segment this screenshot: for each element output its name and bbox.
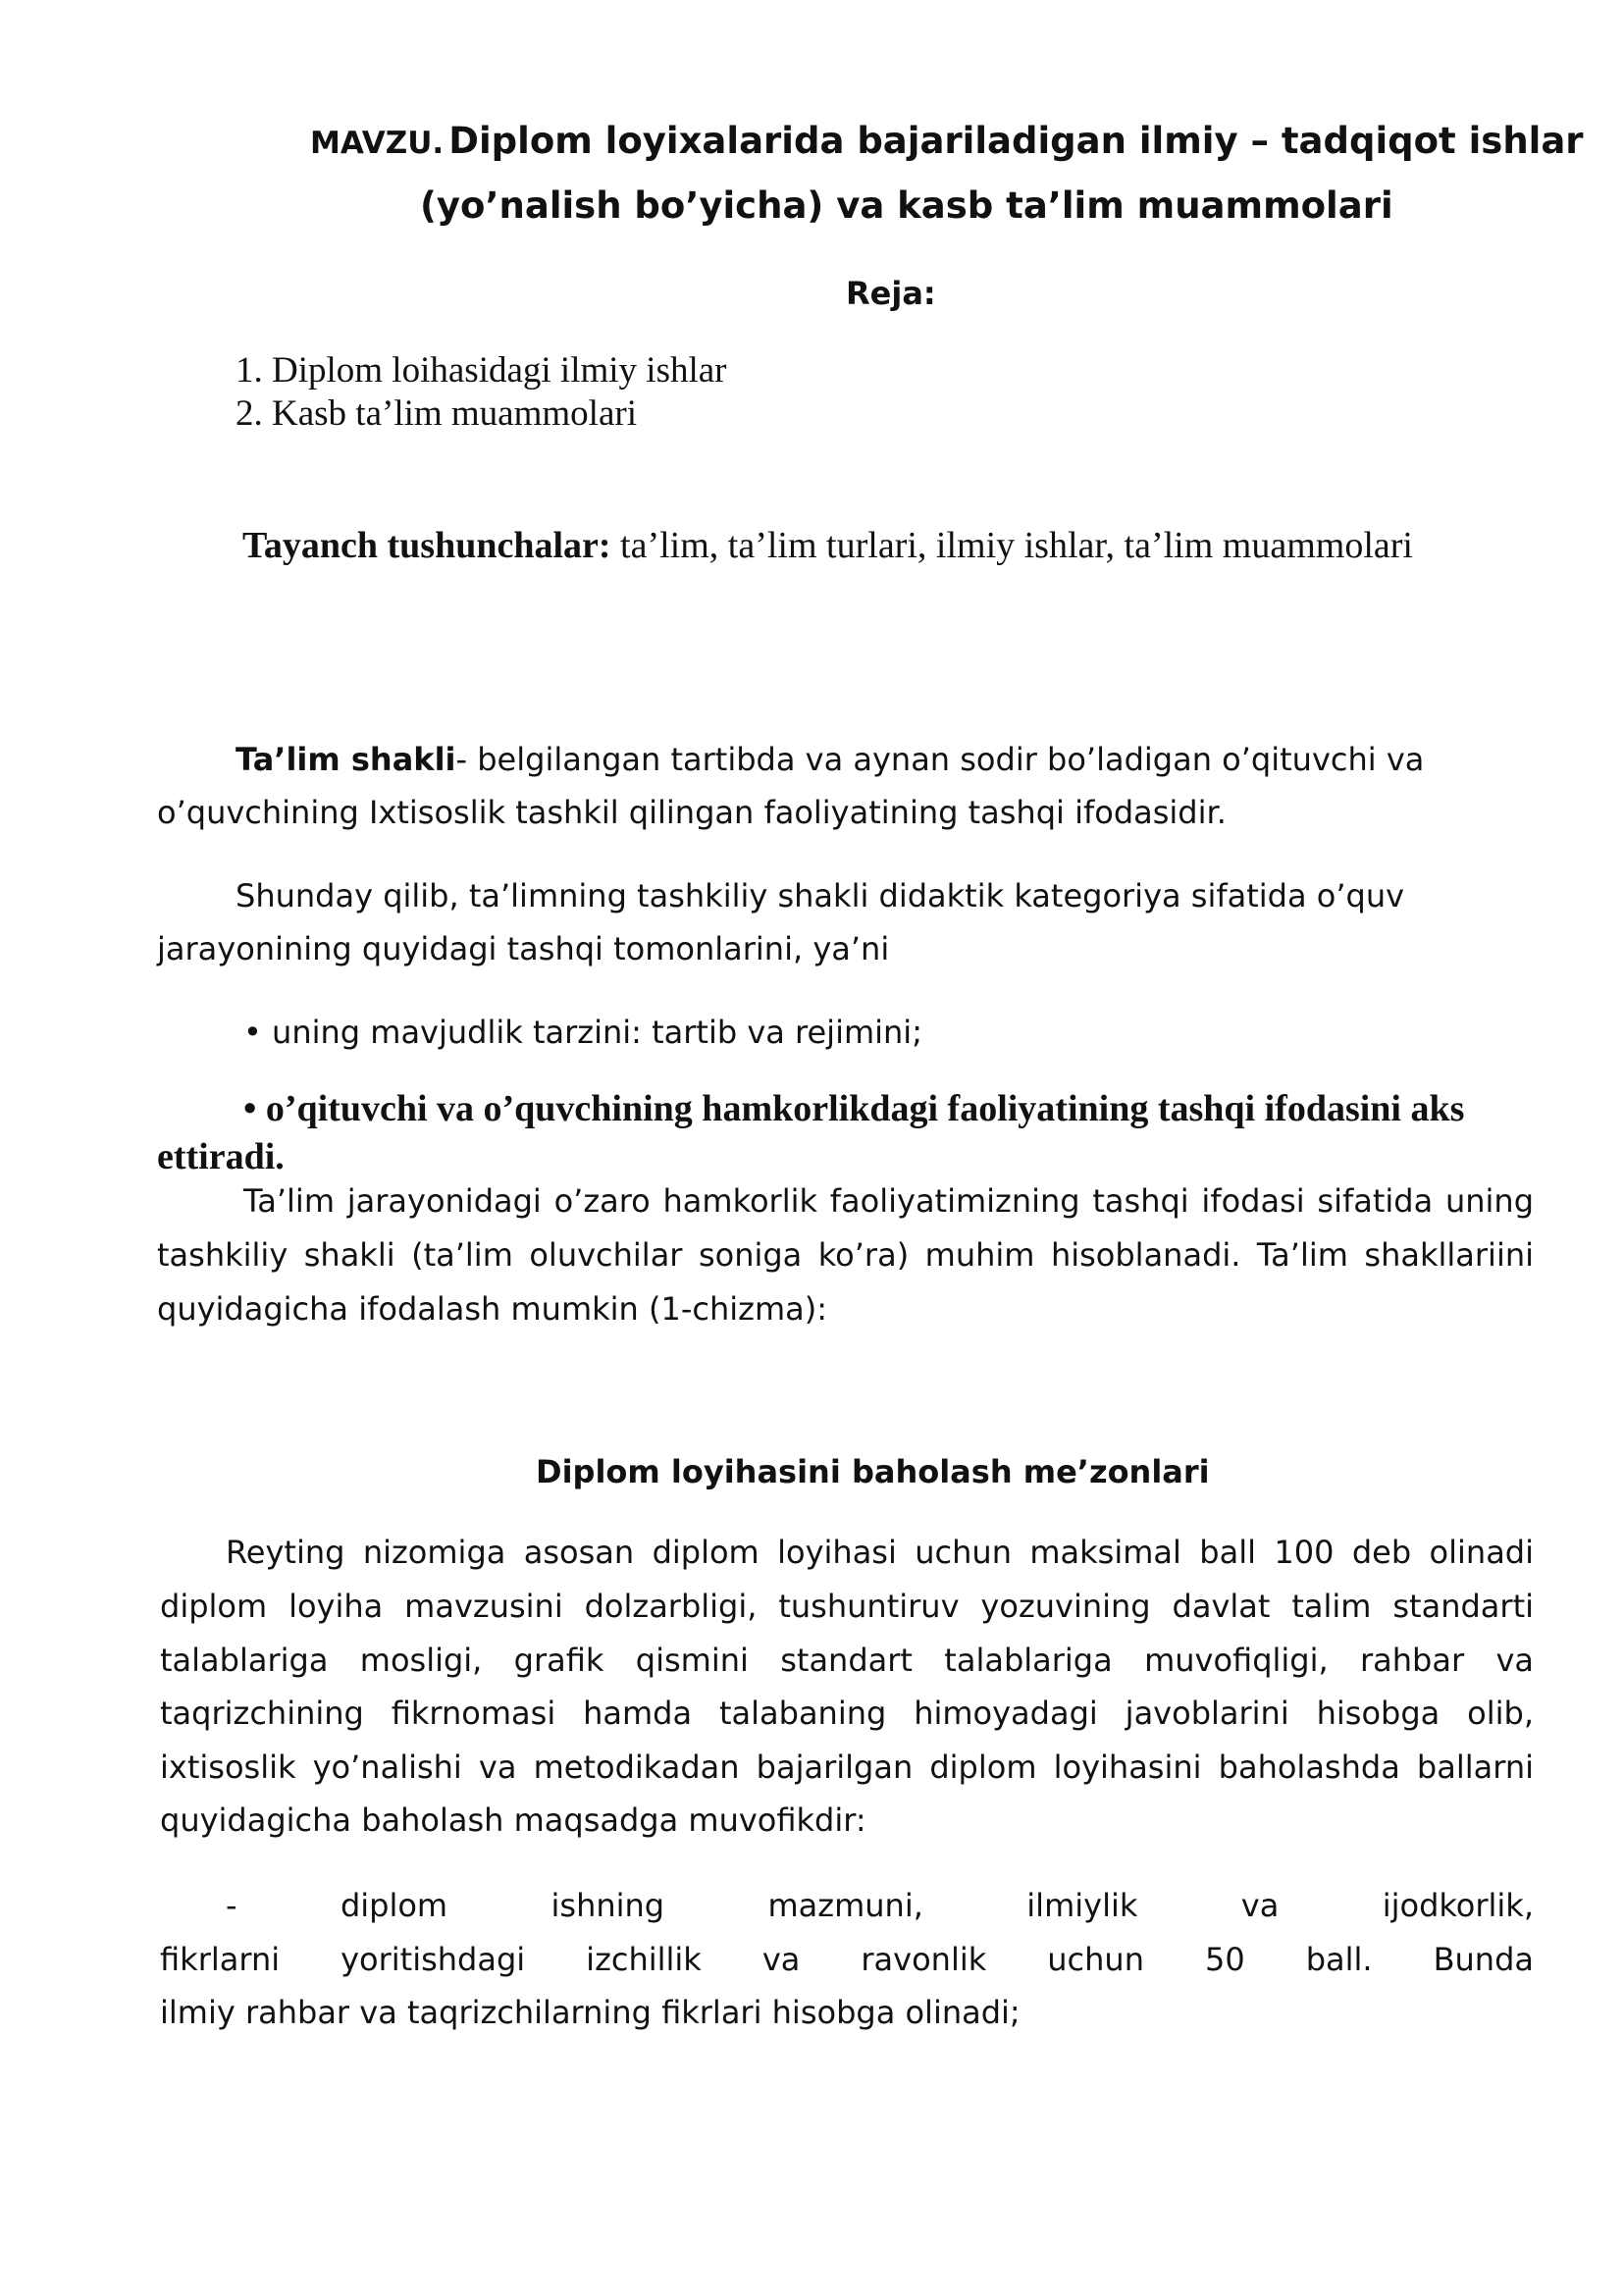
bullet-2-line-1 [243,1087,1464,1130]
plan-item-1: 1. Diplom loihasidagi ilmiy ishlar [236,350,727,391]
criteria-line-1: Reyting nizomiga asosan diplom loyihasi uchun maksimal ball 100 deb olinadi [226,1534,1534,1571]
bullet-1-text: uning mavjudlik tarzini: tartib va rejimini; [272,1014,922,1051]
title-prefix: MAVZU. [310,126,445,161]
criteria-line-2: diplom loyiha mavzusini dolzarbligi, tushuntiruv yozuvining davlat talim standarti [160,1588,1534,1625]
bullet-2-text: o’qituvchi va o’quvchining hamkorlikdagi faoliyatining tashqi ifodasini aks [265,1088,1465,1129]
keywords-line [242,524,1413,567]
criteria-line-4: taqrizchining fikrnomasi hamda talabaning himoyadagi javoblarini hisobga olib, [160,1695,1534,1732]
definition-term: Ta’lim shakli [236,741,456,778]
paragraph-3-line-3: quyidagicha ifodalash mumkin (1-chizma): [157,1290,827,1328]
dash-item-line-2: fikrlarni yoritishdagi izchillik va ravonlik uchun 50 ball. Bunda [160,1941,1534,1978]
paragraph-2-line-2: jarayonining quyidagi tashqi tomonlarini, ya’ni [157,930,890,967]
dash-item-line-3: ilmiy rahbar va taqrizchilarning fikrlari hisobga olinadi; [160,1994,1021,2031]
bullet-dot-icon: • [243,1014,273,1051]
definition-line-2: o’quvchining Ixtisoslik tashkil qilingan faoliyatining tashqi ifodasidir. [157,794,1227,831]
keywords-label: Tayanch tushunchalar: [242,525,611,566]
title-line-1: Diplom loyixalarida bajariladigan ilmiy – tadqiqot ishlar [448,120,1584,162]
keywords-text: ta’lim, ta’lim turlari, ilmiy ishlar, ta’lim muammolari [610,525,1413,566]
document-title [310,120,1584,162]
paragraph-3-line-1: Ta’lim jarayonidagi o’zaro hamkorlik faoliyatimizning tashqi ifodasi sifatida uning [243,1182,1534,1220]
plan-item-2: 2. Kasb ta’lim muammolari [236,393,637,434]
title-line-2: (yo’nalish bo’yicha) va kasb ta’lim muammolari [420,184,1393,227]
bullet-2-line-2: ettiradi. [157,1136,285,1177]
criteria-line-3: talablariga mosligi, grafik qismini standart talablariga muvofiqligi, rahbar va [160,1642,1534,1679]
paragraph-3-line-2: tashkiliy shakli (ta’lim oluvchilar soniga ko’ra) muhim hisoblanadi. Ta’lim shakllariini [157,1236,1534,1274]
plan-heading: Reja: [846,275,936,312]
bullet-1 [243,1014,922,1051]
definition-text: - belgilangan tartibda va aynan sodir bo’ladigan o’qituvchi va [455,741,1425,778]
section-2-heading: Diplom loyihasini baholash me’zonlari [536,1453,1210,1490]
bullet-dot-icon: • [243,1088,266,1129]
criteria-line-6: quyidagicha baholash maqsadga muvofikdir: [160,1801,866,1839]
paragraph-2-line-1: Shunday qilib, ta’limning tashkiliy shakli didaktik kategoriya sifatida o’quv [236,877,1405,914]
definition-line-1 [236,741,1424,778]
dash-item-line-1: - diplom ishning mazmuni, ilmiylik va ijodkorlik, [226,1887,1534,1924]
criteria-line-5: ixtisoslik yo’nalishi va metodikadan bajarilgan diplom loyihasini baholashda ballarni [160,1748,1534,1786]
